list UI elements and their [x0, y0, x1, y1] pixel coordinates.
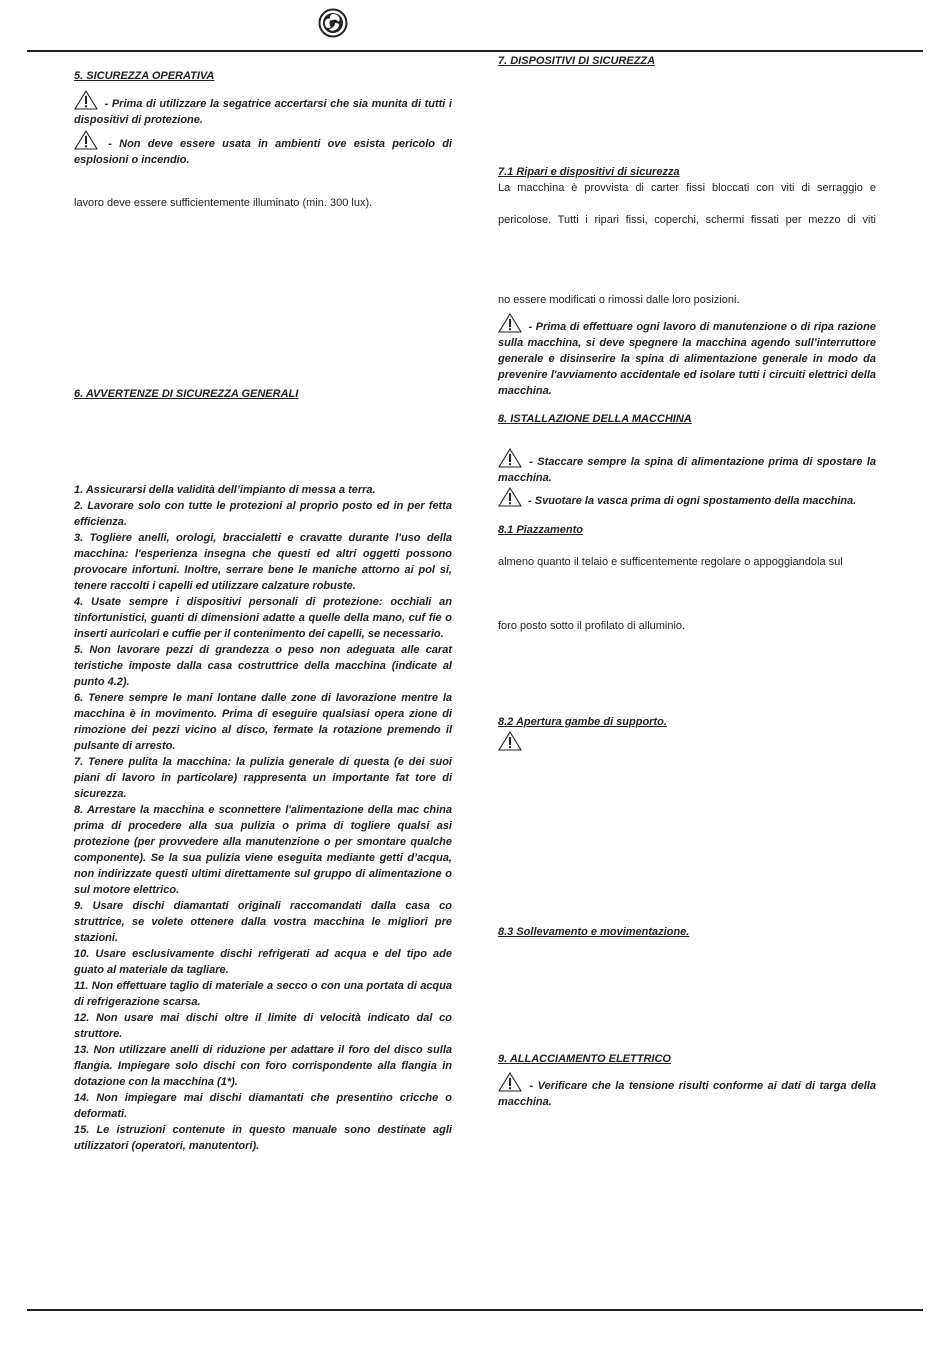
warning-icon	[498, 313, 522, 333]
s9-warning-1	[498, 1072, 876, 1110]
section-8-3-heading: 8.3 Sollevamento e movimentazione.	[498, 926, 690, 938]
section-5-heading: 5. SICUREZZA OPERATIVA	[74, 70, 215, 82]
list-item: 7. Tenere pulita la macchina: la pulizia generale di questa (e dei suoi piani di lavoro in particolare) rappresenta un importante fat tore di sicurezza.	[74, 756, 452, 800]
section-8-heading: 8. ISTALLAZIONE DELLA MACCHINA	[498, 413, 692, 425]
warning-icon	[498, 487, 522, 507]
section-8-2-heading: 8.2 Apertura gambe di supporto.	[498, 716, 667, 728]
list-item: 9. Usare dischi diamantati originali raccomandati dalla casa co struttrice, se volete ottenere dalla vostra macchina le migliori pre stazioni.	[74, 900, 452, 944]
list-item: 5. Non lavorare pezzi di grandezza o peso non adeguata alle carat teristiche imposte dalla casa costruttrice della macchina (indicate al punto 4.2).	[74, 644, 452, 688]
warning-icon	[74, 90, 98, 110]
s8-warning-2	[498, 487, 876, 509]
s8-warning-1	[498, 448, 876, 486]
s7-paragraph-1: La macchina è provvista di carter fissi bloccati con viti di serraggio e	[498, 182, 876, 194]
warning-icon	[498, 448, 522, 468]
section-7-1-heading: 7.1 Ripari e dispositivi di sicurezza	[498, 166, 680, 178]
section-8-1-heading: 8.1 Piazzamento	[498, 524, 583, 536]
s9-warning-1-text: - Verificare che la tensione risulti conforme ai dati di targa della macchina.	[498, 1080, 876, 1108]
footer-rule	[27, 1309, 923, 1311]
list-item: 13. Non utilizzare anelli di riduzione per adattare il foro del disco sulla flangia. Impiegare solo dischi con foro corrispondente alla flangia in dotazione con la macchina (1*).	[74, 1044, 452, 1088]
warning-icon	[74, 130, 98, 150]
s7-paragraph-2: pericolose. Tutti i ripari fissi, coperchi, schermi fissati per mezzo di viti	[498, 214, 876, 226]
list-item: 15. Le istruzioni contenute in questo manuale sono destinate agli utilizzatori (operatori, manutentori).	[74, 1124, 452, 1152]
brand-logo	[318, 8, 348, 38]
list-item: 8. Arrestare la macchina e sconnettere l'alimentazione della mac china prima di procedere alla sua pulizia o prima di togliere qualsi asi protezione (per provvedere alla manutenzione o per smontare qualche componente). Se la sua pulizia viene eseguita mediante getti d’acqua, non indirizzate questi ultimi direttamente sul gruppo di alimentazione o sul motore elettrico.	[74, 804, 452, 896]
s6-list	[74, 482, 452, 1154]
s5-warning-2-text: - Non deve essere usata in ambienti ove esista pericolo di esplosioni o incendio.	[74, 138, 452, 166]
s5-warning-1	[74, 90, 452, 128]
section-7-heading: 7. DISPOSITIVI DI SICUREZZA	[498, 55, 656, 67]
list-item: 3. Togliere anelli, orologi, braccialetti e cravatte durante l'uso della macchina: l'esperienza insegna che questi ed altri oggetti possono provocare infortuni. Inoltre, serrare bene le maniche attorno ai pol si, tenere raccolti i capelli ed utilizzare calzature robuste.	[74, 532, 452, 592]
warning-icon	[498, 1072, 522, 1092]
list-item: 1. Assicurarsi della validità dell’impianto di messa a terra.	[74, 484, 376, 496]
s5-warning-2	[74, 130, 452, 168]
s7-warning-1	[498, 313, 876, 399]
s7-paragraph-3: no essere modificati o rimossi dalle loro posizioni.	[498, 294, 740, 306]
s8-paragraph-2: foro posto sotto il profilato di alluminio.	[498, 620, 686, 632]
header-rule	[27, 50, 923, 52]
s7-warning-1-text: - Prima di effettuare ogni lavoro di manutenzione o di ripa razione sulla macchina, si deve spegnere la macchina agendo sull’interruttore generale e disinserire la spina di alimentazione generale in modo da prevenire l'avviamento accidentale ed isolare tutti i circuiti elettrici della macchina.	[498, 321, 876, 397]
warning-icon	[498, 731, 522, 751]
s5-paragraph: lavoro deve essere sufficientemente illuminato (min. 300 lux).	[74, 197, 373, 209]
list-item: 14. Non impiegare mai dischi diamantati che presentino cricche o deformati.	[74, 1092, 452, 1120]
list-item: 12. Non usare mai dischi oltre il limite di velocità indicato dal co struttore.	[74, 1012, 452, 1040]
list-item: 11. Non effettuare taglio di materiale a secco o con una portata di acqua di refrigerazione scarsa.	[74, 980, 452, 1008]
list-item: 10. Usare esclusivamente dischi refrigerati ad acqua e del tipo ade guato al materiale da tagliare.	[74, 948, 452, 976]
s8-warning-2-text: - Svuotare la vasca prima di ogni spostamento della macchina.	[525, 495, 857, 507]
list-item: 2. Lavorare solo con tutte le protezioni al proprio posto ed in per fetta efficienza.	[74, 500, 452, 528]
s5-warning-1-text: - Prima di utilizzare la segatrice accertarsi che sia munita di tutti i dispositivi di protezione.	[74, 98, 452, 126]
s8-warning-1-text: - Staccare sempre la spina di alimentazione prima di spostare la macchina.	[498, 456, 876, 484]
list-item: 4. Usate sempre i dispositivi personali di protezione: occhiali an tinfortunistici, guanti di dimensioni adatte a quelle della mano, cuf fie o inserti auricolari e cuffie per il contenimento dei capelli, se necessario.	[74, 596, 452, 640]
s8-2-warning	[498, 731, 876, 753]
section-9-heading: 9. ALLACCIAMENTO ELETTRICO	[498, 1053, 671, 1065]
s8-paragraph-1: almeno quanto il telaio e sufficentemente regolare o appoggiandola sul	[498, 556, 843, 568]
section-6-heading: 6. AVVERTENZE DI SICUREZZA GENERALI	[74, 388, 299, 400]
list-item: 6. Tenere sempre le mani lontane dalle zone di lavorazione mentre la macchina è in movimento. Prima di eseguire qualsiasi opera zione di rimozione dei pezzi vicino al disco, fermate la rotazione premendo il pulsante di arresto.	[74, 692, 452, 752]
